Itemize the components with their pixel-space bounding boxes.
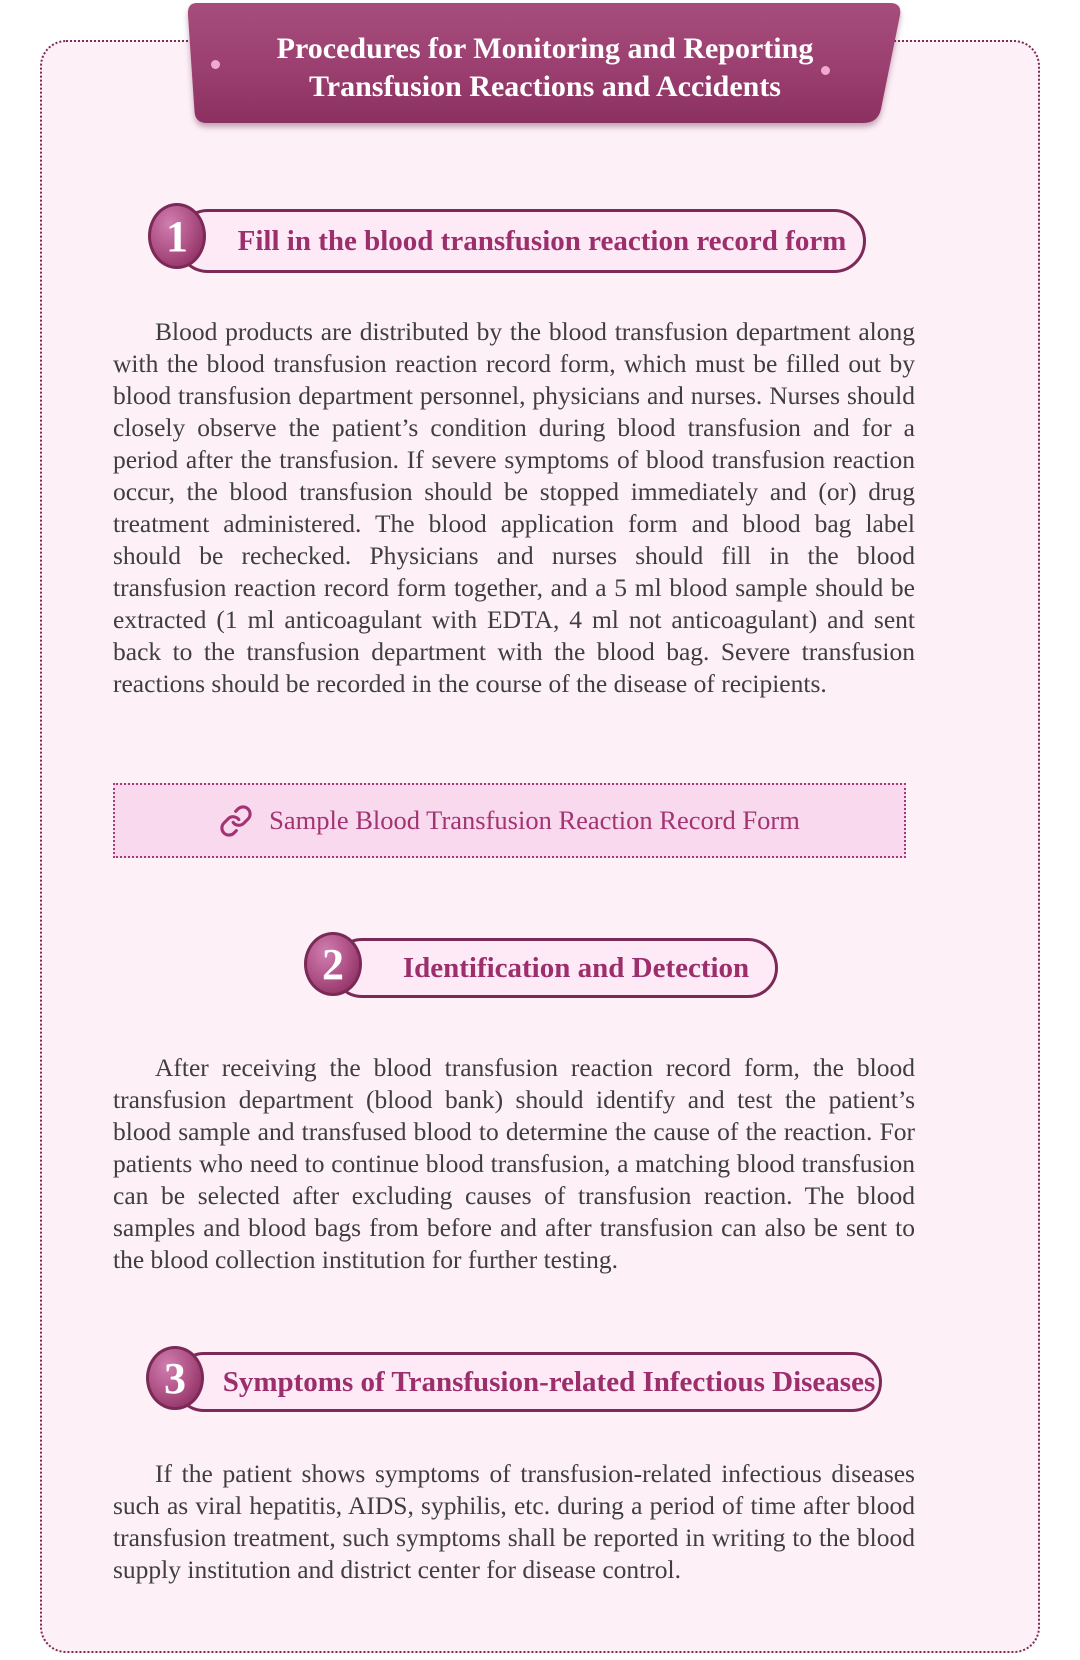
section-1-header <box>148 203 866 273</box>
sample-form-link-label: Sample Blood Transfusion Reaction Record Form <box>269 805 800 835</box>
page-title-line1: Procedures for Monitoring and Reporting <box>276 32 814 65</box>
section-3-number-badge <box>146 1346 204 1410</box>
section-2-number: 2 <box>322 939 344 989</box>
section-1-title-pill <box>176 209 866 273</box>
section-2-number-badge <box>304 932 362 996</box>
section-2-body: After receiving the blood transfusion reaction record form, the blood transfusion department (blood bank) should identify and test the patient’s blood sample and transfused blood to determine the cause of the reaction. For patients who need to continue blood transfusion, a matching blood transfusion can be selected after excluding causes of transfusion reaction. The blood samples and blood bags from before and after transfusion can also be sent to the blood collection institution for further testing. <box>113 1053 915 1274</box>
sample-form-link[interactable] <box>113 783 906 858</box>
section-3-header <box>146 1346 882 1412</box>
section-1-body: Blood products are distributed by the blood transfusion department along with the blood transfusion reaction record form, which must be filled out by blood transfusion department personnel, physicians and nurses. Nurses should closely observe the patient’s condition during blood transfusion and for a period after the transfusion. If severe symptoms of blood transfusion reaction occur, the blood transfusion should be stopped immediately and (or) drug treatment administered. The blood application form and blood bag label should be rechecked. Physicians and nurses should fill in the blood transfusion reaction record form together, and a 5 ml blood sample should be extracted (1 ml anticoagulant with EDTA, 4 ml not anticoagulant) and sent back to the transfusion department with the blood bag. Severe transfusion reactions should be recorded in the course of the disease of recipients. <box>113 317 915 698</box>
section-2-title-pill <box>332 938 778 998</box>
link-icon <box>219 804 253 838</box>
page-title <box>183 0 907 128</box>
section-2-title: Identification and Detection <box>402 951 750 984</box>
section-1-number: 1 <box>166 211 188 261</box>
section-1-title: Fill in the blood transfusion reaction record form <box>237 224 847 257</box>
section-3-body: If the patient shows symptoms of transfusion-related infectious diseases such as viral hepatitis, AIDS, syphilis, etc. during a period of time after blood transfusion treatment, such symptoms shall be reported in writing to the blood supply institution and district center for disease control. <box>113 1459 915 1584</box>
section-3-title: Symptoms of Transfusion-related Infectious Diseases <box>222 1365 876 1398</box>
section-2-header <box>304 932 778 998</box>
page-title-line2: Transfusion Reactions and Accidents <box>308 70 781 103</box>
page-title-banner <box>183 0 907 128</box>
section-3-title-pill <box>174 1352 882 1412</box>
section-3-number: 3 <box>164 1353 186 1403</box>
section-1-number-badge <box>148 203 206 269</box>
